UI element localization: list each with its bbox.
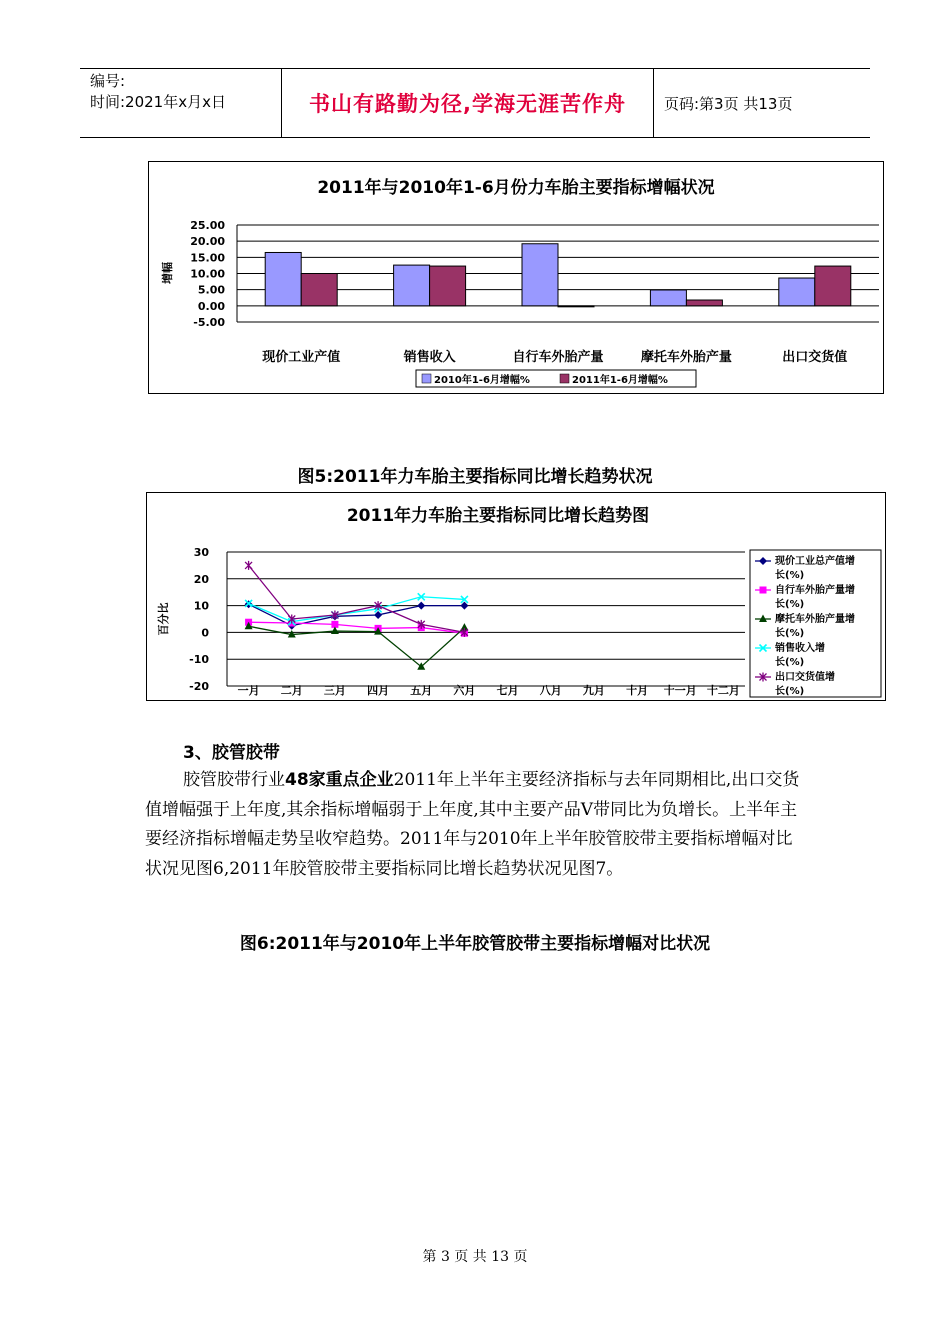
header-info: [80, 69, 282, 137]
category-label: 出口交货值: [782, 350, 848, 365]
category-label: 摩托车外胎产量: [640, 350, 732, 365]
number-label: 编号:: [90, 72, 126, 90]
x-tick-label: 二月: [280, 684, 303, 697]
x-tick-label: 十月: [626, 684, 649, 697]
legend-label: 出口交货值增: [775, 672, 835, 683]
bar: [815, 266, 851, 306]
line-chart-container: [146, 492, 886, 701]
category-label: 现价工业产值: [262, 350, 341, 365]
x-tick-label: 一月: [237, 684, 260, 697]
time-label: 时间:2021年x月x日: [90, 93, 226, 111]
figure-5-caption: 图5:2011年力车胎主要指标同比增长趋势状况: [297, 467, 653, 487]
x-tick-label: 八月: [539, 684, 562, 697]
page-header: [80, 68, 870, 138]
section-paragraph: [145, 766, 805, 884]
bar: [394, 265, 430, 306]
x-tick-label: 七月: [496, 684, 519, 697]
y-tick-label: 20: [193, 572, 209, 586]
legend-label: 摩托车外胎产量增: [775, 614, 855, 625]
y-tick-label: -10: [189, 653, 209, 667]
bar: [430, 266, 466, 306]
bar: [650, 290, 686, 306]
y-tick-label: 5.00: [197, 283, 225, 297]
category-label: 销售收入: [403, 350, 456, 365]
bar: [265, 252, 301, 305]
y-tick-label: 0.00: [197, 299, 225, 313]
header-motto: 书山有路勤为径,学海无涯苦作舟: [282, 69, 654, 137]
legend-label: 长(%): [775, 686, 805, 697]
chart-title: 2011年与2010年1-6月份力车胎主要指标增幅状况: [317, 178, 715, 198]
figure-6-caption: 图6:2011年与2010年上半年胶管胶带主要指标增幅对比状况: [239, 934, 711, 954]
y-tick-label: 15.00: [190, 251, 225, 265]
legend-label: 销售收入增: [775, 643, 825, 654]
chart-title: 2011年力车胎主要指标同比增长趋势图: [346, 506, 650, 526]
legend-label: 长(%): [775, 570, 805, 581]
y-tick-label: 25.00: [190, 219, 225, 232]
series-group: [245, 593, 468, 625]
section-title: 3、胶管胶带: [183, 743, 280, 763]
series-group: [245, 600, 469, 629]
series-group: [245, 561, 468, 637]
series-line: [249, 597, 465, 622]
legend-label: 2011年1-6月增幅%: [572, 375, 668, 386]
legend-label: 长(%): [775, 657, 805, 668]
bar: [686, 300, 722, 306]
x-tick-label: 四月: [367, 684, 390, 697]
bar-chart: [149, 162, 883, 393]
y-tick-label: 20.00: [190, 235, 225, 249]
series-group: [245, 619, 468, 637]
paragraph-lead-bold: 48家重点企业: [285, 770, 394, 790]
x-tick-label: 十一月: [663, 684, 697, 697]
x-tick-label: 六月: [453, 684, 476, 697]
legend-label: 长(%): [775, 628, 805, 639]
bar: [301, 274, 337, 306]
line-chart: [147, 493, 885, 700]
legend-swatch: [422, 374, 431, 383]
header-page-number: 页码:第3页 共13页: [664, 94, 793, 113]
x-tick-label: 三月: [323, 684, 346, 697]
point: [760, 587, 767, 594]
y-tick-label: -5.00: [193, 316, 225, 329]
legend-label: 现价工业总产值增: [775, 556, 855, 567]
x-tick-label: 九月: [582, 684, 605, 697]
bar-chart-container: [148, 161, 884, 394]
y-tick-label: 30: [193, 546, 209, 559]
page-footer: 第 3 页 共 13 页: [422, 1249, 528, 1265]
y-axis-label: 增幅: [161, 262, 174, 284]
legend-label: 自行车外胎产量增: [775, 585, 855, 596]
category-label: 自行车外胎产量: [512, 350, 604, 365]
x-tick-label: 十二月: [706, 684, 740, 697]
bar: [779, 278, 815, 306]
y-tick-label: -20: [189, 680, 209, 693]
legend-swatch: [560, 374, 569, 383]
y-axis-label: 百分比: [157, 602, 170, 636]
legend-label: 2010年1-6月增幅%: [434, 375, 530, 386]
point: [417, 602, 425, 610]
x-tick-label: 五月: [410, 684, 433, 697]
bar: [522, 244, 558, 306]
y-tick-label: 10: [193, 599, 209, 613]
y-tick-label: 0: [201, 626, 209, 640]
point: [245, 561, 252, 570]
y-tick-label: 10.00: [190, 267, 225, 281]
bar: [558, 306, 594, 307]
paragraph-body: 2011年上半年主要经济指标与去年同期相比,出口交货值增幅强于上年度,其余指标增幅弱于上年度,其中主要产品V带同比为负增长。上半年主要经济指标增幅走势呈收窄趋势。2011年与2010年上半年胶管胶带主要指标增幅对比状况见图6,2011年胶管胶带主要指标同比增长趋势状况见图7。: [145, 770, 800, 879]
legend-label: 长(%): [775, 599, 805, 610]
paragraph-lead: 胶管胶带行业: [183, 770, 285, 790]
